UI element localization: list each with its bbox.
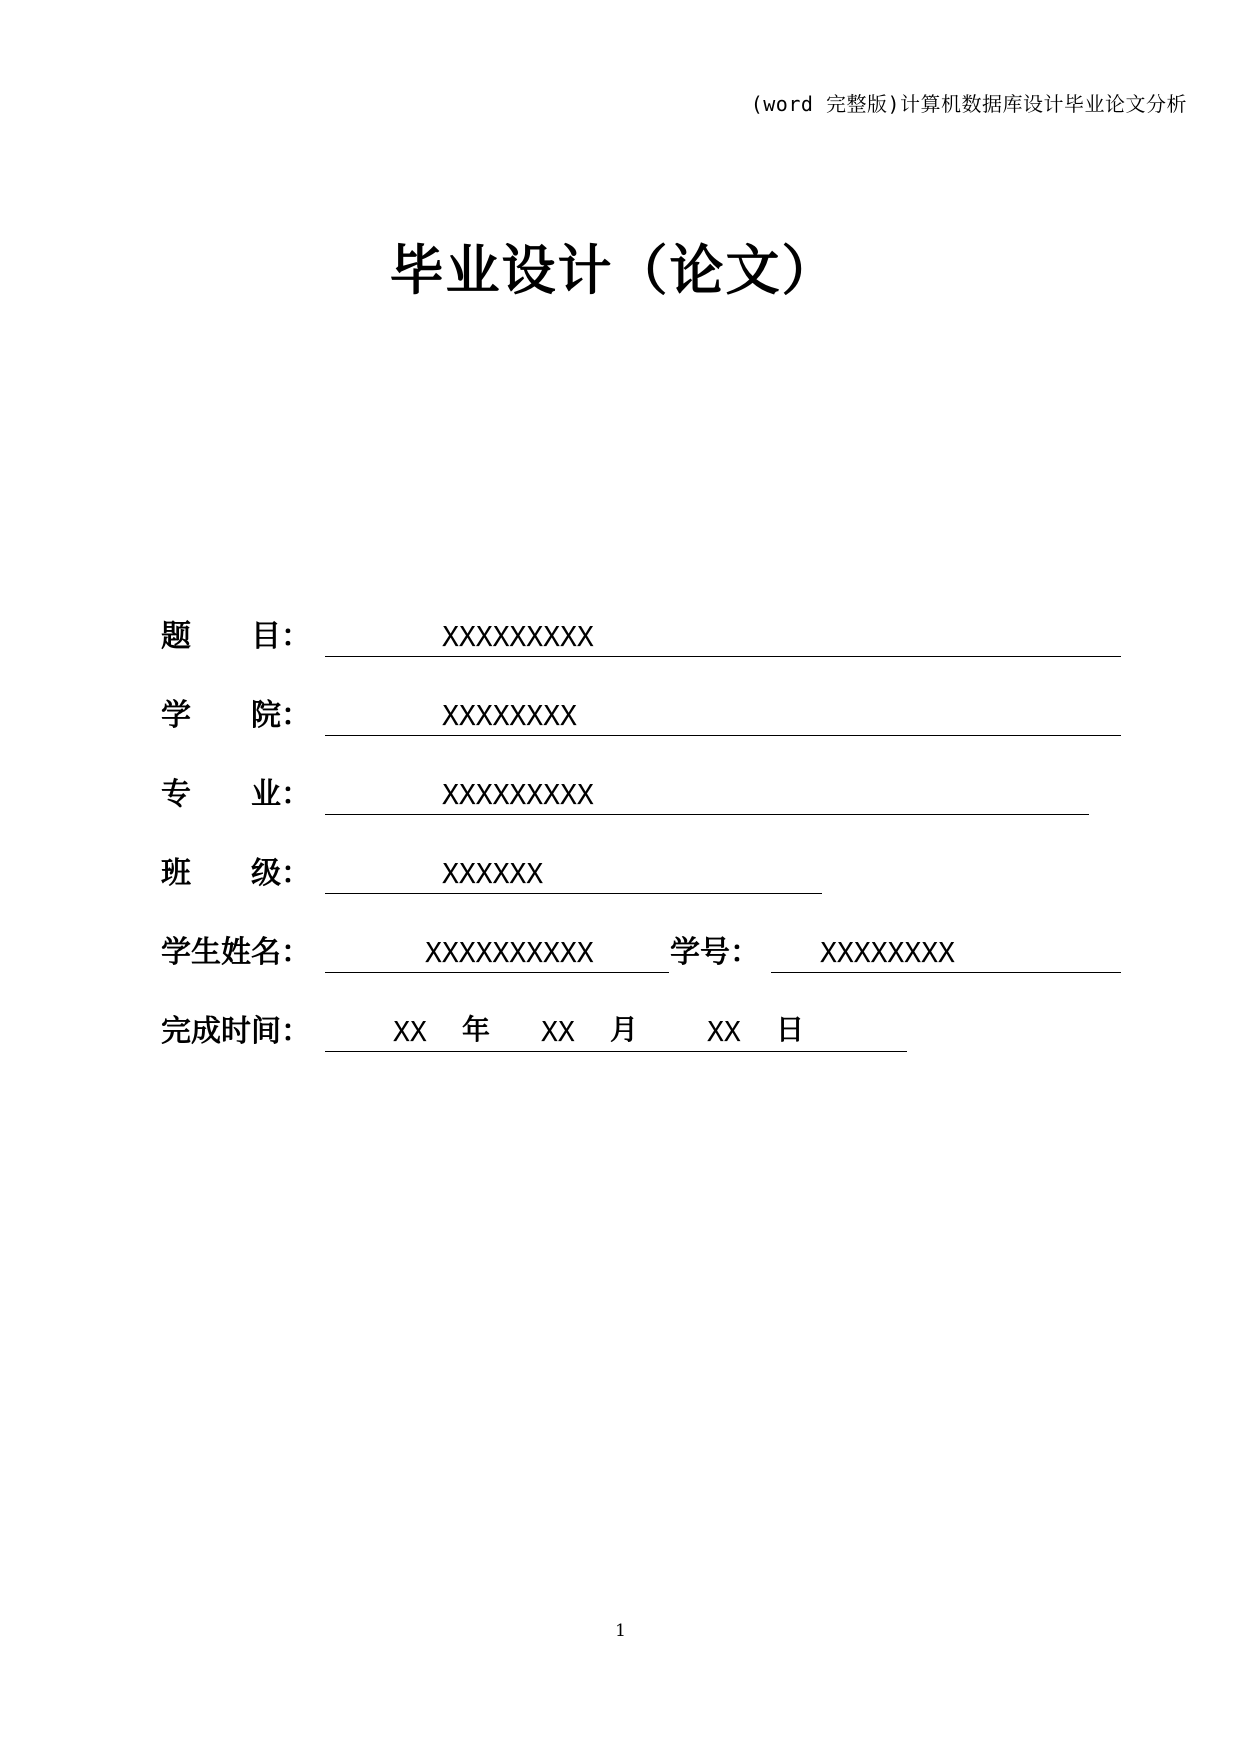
month-unit: 月 xyxy=(610,1013,639,1046)
major-label: 专 业： xyxy=(161,777,311,812)
form-row-topic xyxy=(161,617,1121,657)
completion-day-value: XX xyxy=(707,1015,741,1048)
form-row-major xyxy=(161,775,1091,815)
student-name-label: 学生姓名： xyxy=(161,935,311,970)
form-row-college xyxy=(161,696,1121,736)
document-title: 毕业设计（论文） xyxy=(389,238,838,302)
page-number: 1 xyxy=(615,1621,626,1641)
topic-label: 题 目： xyxy=(161,619,311,654)
student-id-label: 学号： xyxy=(670,935,760,970)
student-name-field[interactable] xyxy=(325,934,669,973)
form-row-class xyxy=(161,854,821,894)
form-row-student xyxy=(161,933,1121,973)
topic-value: XXXXXXXXX xyxy=(442,620,594,653)
college-field[interactable] xyxy=(325,697,1121,736)
form-row-completion-date xyxy=(161,1012,921,1052)
completion-date-label: 完成时间： xyxy=(161,1014,311,1049)
major-field[interactable] xyxy=(325,776,1089,815)
student-id-value: XXXXXXXX xyxy=(820,936,955,969)
major-value: XXXXXXXXX xyxy=(442,778,594,811)
class-value: XXXXXX xyxy=(442,857,544,890)
class-field[interactable] xyxy=(325,855,822,894)
day-unit: 日 xyxy=(776,1013,805,1046)
completion-month-value: XX xyxy=(541,1015,575,1048)
student-id-field[interactable] xyxy=(771,934,1121,973)
completion-date-field[interactable] xyxy=(325,1013,907,1052)
completion-year-value: XX xyxy=(393,1015,427,1048)
college-label: 学 院： xyxy=(161,698,311,733)
year-unit: 年 xyxy=(462,1013,491,1046)
student-name-value: XXXXXXXXXX xyxy=(425,936,594,969)
class-label: 班 级： xyxy=(161,856,311,891)
running-header: (word 完整版)计算机数据库设计毕业论文分析 xyxy=(750,92,1187,116)
topic-field[interactable] xyxy=(325,618,1121,657)
college-value: XXXXXXXX xyxy=(442,699,577,732)
